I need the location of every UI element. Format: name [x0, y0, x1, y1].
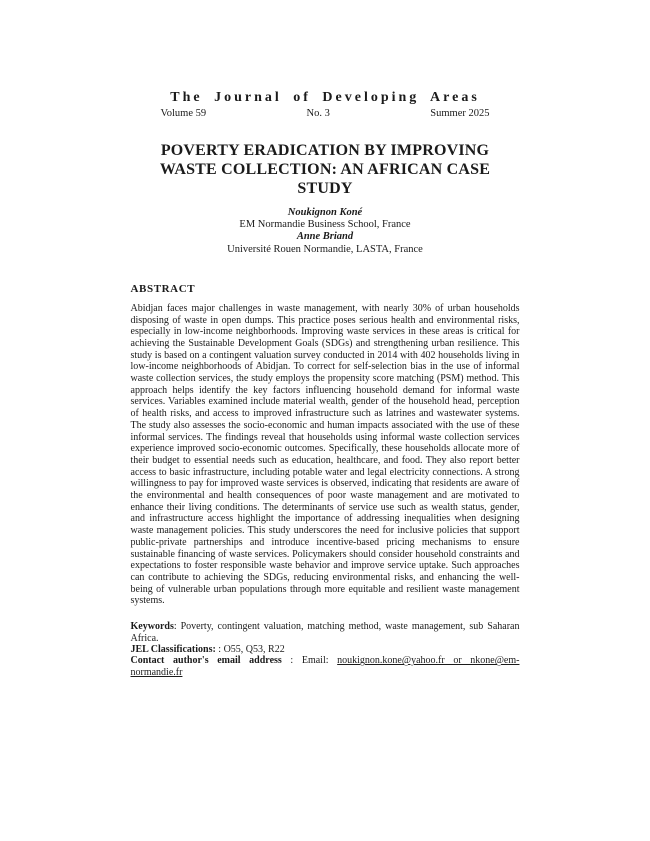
keywords-label: Keywords	[130, 621, 174, 633]
author-block	[131, 207, 520, 256]
journal-season: Summer 2025	[430, 108, 490, 119]
author-name: Noukignon Koné	[287, 207, 363, 218]
abstract-text: Abidjan faces major challenges in waste management, with nearly 30% of urban households disposing of waste in open dumps. This practice poses serious health and environmental risks, especially in low-income neighborhoods. Improving waste services in these areas is critical for achieving the Sustainable Development Goals (SDGs) and strengthening urban resilience. This study is based on a contingent valuation survey conducted in 2014 with 402 households living in low-income neighborhoods of Abidjan. To correct for self-selection bias in the use of informal waste collection services, the study employs the propensity score matching (PSM) method. This approach helps identify the key factors influencing household demand for informal waste services. Variables examined include material wealth, gender of the household head, perception of health risks, and access to improved infrastructure such as latrines and wastewater systems. The study also assesses the socio-economic and human impacts associated with the use of these informal services. The findings reveal that households using informal waste collection services experience improved socio-economic outcomes. Specifically, these households allocate more of their budget to essential needs such as education, healthcare, and food. They also report better access to basic infrastructure, including potable water and legal electricity connections. A strong willingness to pay for improved waste services is observed, indicating that residents are aware of the environmental and health consequences of poor waste management and are motivated to enhance their living conditions. The determinants of service use such as wealth status, gender, and infrastructure access highlight the importance of addressing inequalities when designing waste management policies. This study underscores the need for inclusive policies that support public-private partnerships and introduce incentive-based pricing mechanisms to ensure sustainable financing of waste services. Policymakers should consider household constraints and expectations to foster responsible waste behavior and improve service uptake. Such approaches can contribute to achieving the SDGs, reducing environmental risks, and enhancing the well-being of vulnerable urban populations through more equitable and resilient waste management systems.	[130, 302, 520, 607]
author-affiliation: EM Normandie Business School, France	[239, 219, 411, 231]
contact-email-text: noukignon.kone@yahoo.fr or nkone@em-normandie.fr	[130, 655, 520, 678]
keywords-text: : Poverty, contingent valuation, matching method, waste management, sub Saharan Africa.	[130, 621, 520, 644]
article-title-line: WASTE COLLECTION: AN AFRICAN CASE	[159, 161, 491, 178]
article-title	[131, 141, 520, 198]
jel-label: JEL Classifications:	[130, 643, 216, 655]
article-title-line: POVERTY ERADICATION BY IMPROVING	[160, 142, 490, 159]
abstract-heading: ABSTRACT	[130, 282, 196, 295]
journal-issue-line	[131, 108, 520, 119]
jel-line	[131, 644, 520, 655]
journal-header	[131, 90, 520, 119]
journal-page	[131, 0, 520, 678]
journal-issue-number: No. 3	[306, 108, 330, 119]
journal-volume: Volume 59	[160, 108, 207, 119]
journal-name: The Journal of Developing Areas	[170, 90, 480, 105]
jel-text: : O55, Q53, R22	[215, 643, 285, 655]
contact-prefix: : Email:	[281, 655, 338, 667]
author-affiliation: Université Rouen Normandie, LASTA, France	[227, 243, 423, 255]
keywords-line	[131, 621, 520, 644]
contact-label: Contact author's email address	[130, 655, 282, 667]
contact-line	[131, 655, 520, 678]
article-meta	[131, 621, 520, 678]
author-name: Anne Briand	[296, 231, 354, 243]
article-title-line: STUDY	[297, 180, 353, 197]
